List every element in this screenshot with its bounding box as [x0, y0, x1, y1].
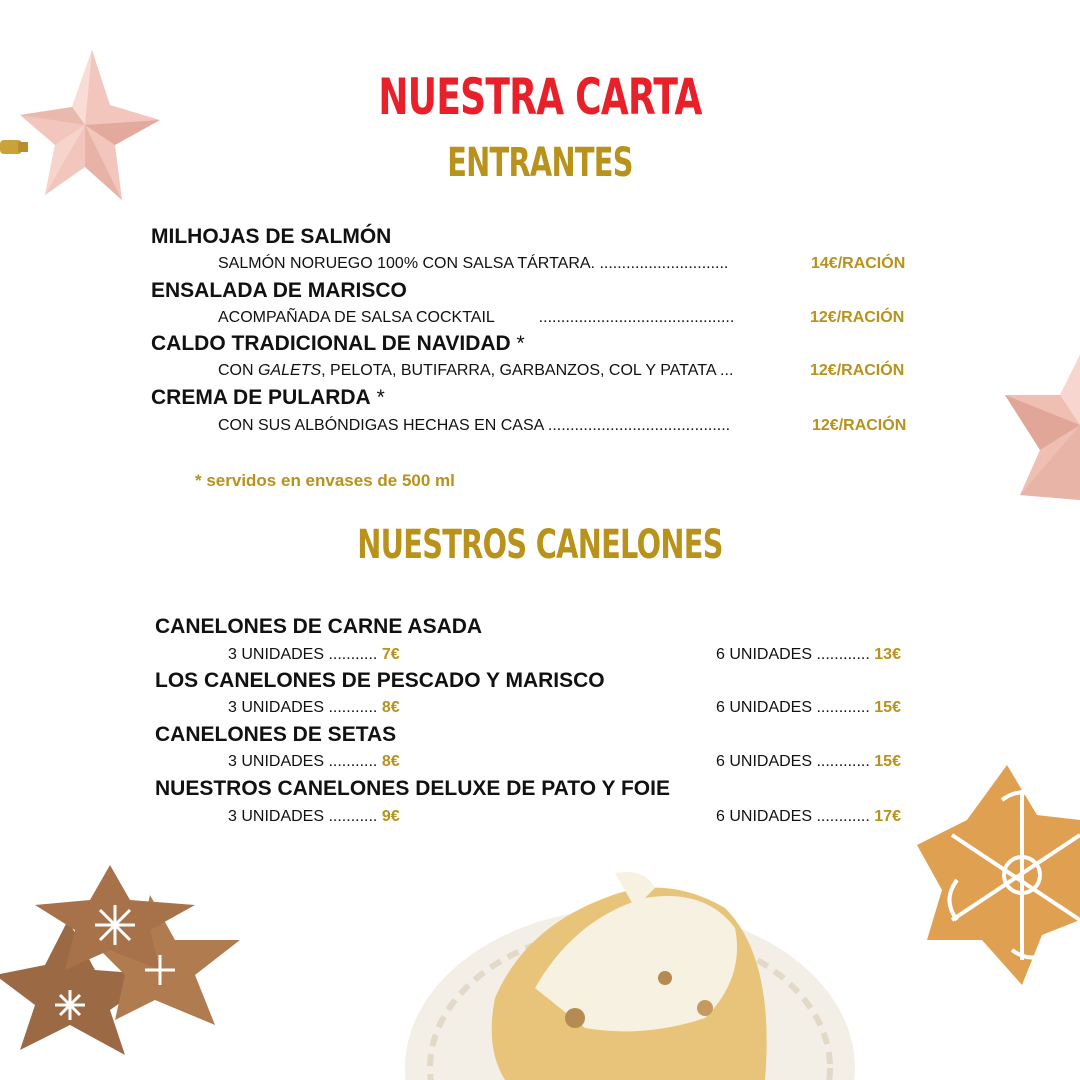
dish-star-marker: * [510, 332, 525, 355]
dish-price: 12€/RACIÓN [810, 362, 905, 379]
dish-price: 12€/RACIÓN [812, 417, 907, 434]
small-portion-label: 3 UNIDADES ........... [228, 699, 378, 716]
dish-name-text: CREMA DE PULARDA [151, 386, 371, 409]
dish-name [151, 225, 391, 249]
desc-text: ACOMPAÑADA DE SALSA COCKTAIL ............................................ [218, 309, 735, 326]
canelones-name: CANELONES DE CARNE ASADA [155, 615, 483, 638]
canelones-name: CANELONES DE SETAS [155, 723, 397, 746]
gingerbread-star-cookies [0, 860, 265, 1060]
canelones-plate-photo [405, 868, 855, 1080]
dish-description [218, 255, 728, 273]
entrantes-heading: ENTRANTES [447, 140, 633, 186]
dish-name-text: ENSALADA DE MARISCO [151, 279, 407, 302]
large-portion-label: 6 UNIDADES ............ [716, 753, 870, 770]
large-portion-label: 6 UNIDADES ............ [716, 699, 870, 716]
large-portion-amount: 17€ [874, 808, 901, 825]
small-portion-price [228, 753, 400, 771]
dish-price: 12€/RACIÓN [810, 309, 905, 326]
dish-name [151, 332, 525, 356]
dish-description [218, 362, 733, 380]
large-portion-label: 6 UNIDADES ............ [716, 646, 870, 663]
canelones-heading: NUESTROS CANELONES [357, 522, 723, 568]
dish-name [151, 279, 407, 303]
small-portion-price [228, 808, 400, 826]
dish-description [218, 309, 734, 327]
canelones-name: NUESTROS CANELONES DELUXE DE PATO Y FOIE [155, 777, 670, 800]
dish-name [151, 386, 385, 410]
large-portion-price [716, 808, 901, 826]
large-portion-price [716, 699, 901, 717]
desc-italic-text: GALETS [258, 362, 322, 379]
gingerbread-snowflake-cookie [912, 760, 1080, 990]
pink-star-ornament-right [1000, 355, 1080, 500]
dish-star-marker: * [370, 386, 385, 409]
small-portion-label: 3 UNIDADES ........... [228, 808, 378, 825]
desc-text: CON SUS ALBÓNDIGAS HECHAS EN CASA ......................................... [218, 417, 731, 434]
small-portion-label: 3 UNIDADES ........... [228, 753, 378, 770]
desc-text: SALMÓN NORUEGO 100% CON SALSA TÁRTARA. ............................. [218, 255, 729, 272]
dish-price: 14€/RACIÓN [811, 255, 906, 272]
dish-description [218, 417, 730, 435]
small-portion-amount: 8€ [381, 753, 400, 770]
large-portion-label: 6 UNIDADES ............ [716, 808, 870, 825]
small-portion-amount: 8€ [381, 699, 400, 716]
small-portion-price [228, 646, 400, 664]
desc-text-end: , PELOTA, BUTIFARRA, GARBANZOS, COL Y PATATA ... [321, 362, 734, 379]
desc-text: CON [218, 362, 258, 379]
large-portion-amount: 13€ [874, 646, 901, 663]
small-portion-amount: 7€ [381, 646, 400, 663]
large-portion-amount: 15€ [874, 753, 901, 770]
pink-star-ornament-top-left [0, 45, 170, 210]
small-portion-price [228, 699, 400, 717]
small-portion-label: 3 UNIDADES ........... [228, 646, 378, 663]
dish-name-text: MILHOJAS DE SALMÓN [151, 225, 392, 248]
page-title: NUESTRA CARTA [378, 68, 702, 126]
large-portion-amount: 15€ [874, 699, 901, 716]
dish-name-text: CALDO TRADICIONAL DE NAVIDAD [151, 332, 511, 355]
large-portion-price [716, 753, 901, 771]
canelones-name: LOS CANELONES DE PESCADO Y MARISCO [155, 669, 605, 692]
large-portion-price [716, 646, 901, 664]
small-portion-amount: 9€ [381, 808, 400, 825]
serving-note: * servidos en envases de 500 ml [195, 471, 455, 490]
